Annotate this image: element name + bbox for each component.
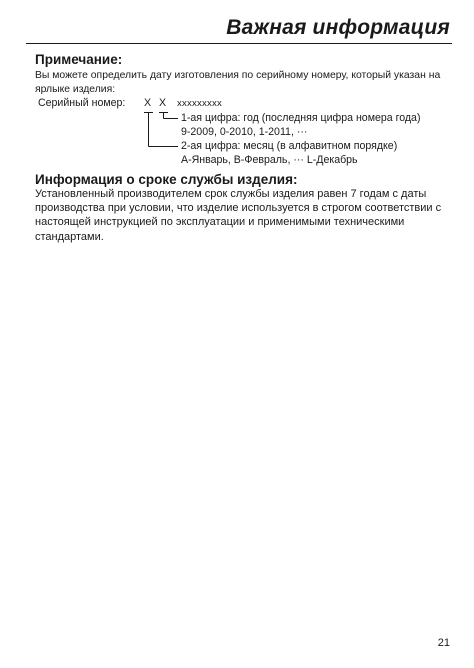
digit-1-description: 1-ая цифра: год (последняя цифра номера года) xyxy=(181,112,421,124)
note-heading: Примечание: xyxy=(35,52,123,67)
serial-year-digit: X xyxy=(144,97,152,109)
digit-2-examples: A-Январь, B-Февраль, ··· L-Декабрь xyxy=(181,154,358,166)
service-life-heading: Информация о сроке службы изделия: xyxy=(35,172,298,187)
page-number: 21 xyxy=(437,637,450,649)
service-life-text: Установленный производителем срок службы изделия равен 7 годам с даты производства при условии, что изделие используется в строгом соответствии с настоящей инструкцией по эксплуатации и применимыми техническими стандартами. xyxy=(35,188,442,243)
note-text: Вы можете определить дату изготовления по серийному номеру, который указан на ярлыке изделия: xyxy=(35,70,441,95)
digit-2-description: 2-ая цифра: месяц (в алфавитном порядке) xyxy=(181,140,398,152)
digit-1-examples: 9-2009, 0-2010, 1-2011, ··· xyxy=(181,126,308,138)
serial-remaining-digits: xxxxxxxxx xyxy=(177,98,222,109)
page-title: Важная информация xyxy=(226,16,450,39)
serial-month-digit: X xyxy=(159,97,167,109)
serial-number-label: Серийный номер: xyxy=(38,97,126,109)
